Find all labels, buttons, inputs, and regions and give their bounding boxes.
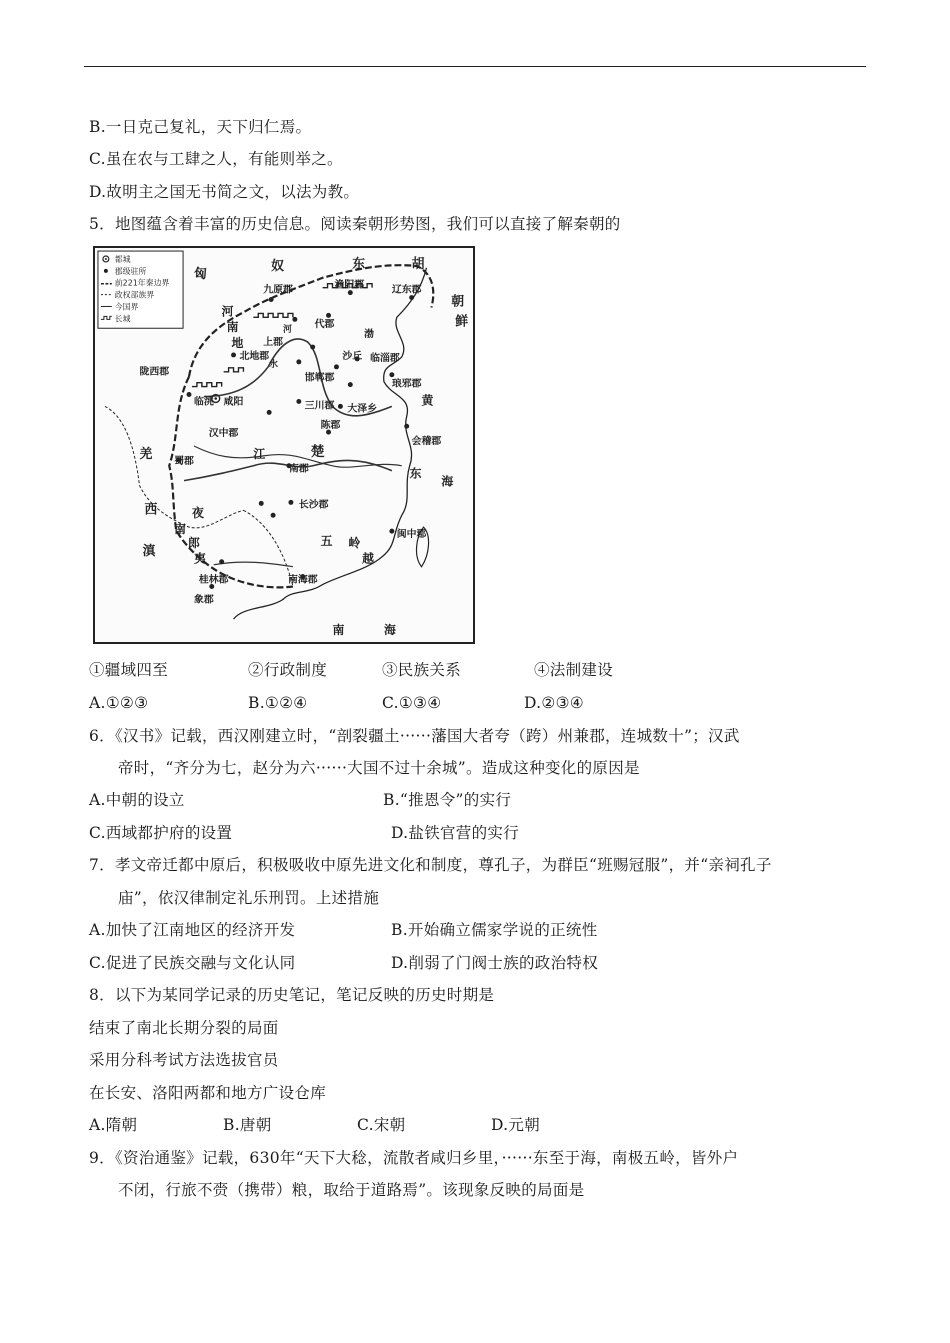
map-label: 陇西郡 — [139, 366, 170, 378]
map-label: 象郡 — [193, 594, 214, 606]
map-label: 西 — [144, 502, 158, 518]
map-label: 沙丘 — [342, 350, 363, 362]
map-label: 滇 — [142, 543, 156, 559]
map-label: 南海郡 — [287, 574, 318, 586]
q8-option-a: A.隋朝 — [89, 1116, 138, 1134]
map-label: 三川郡 — [304, 400, 335, 412]
legend-tribe-border: 政权部族界 — [114, 290, 155, 300]
question-6-line-1: 6．《汉书》记载，西汉刚建立时，“剖裂疆土······藩国大者夸（跨）州兼郡，连城数十”；汉武 — [89, 727, 740, 745]
map-label: 南 — [226, 320, 239, 335]
q7-option-a: A.加快了江南地区的经济开发 — [89, 921, 296, 939]
qin-dynasty-map — [93, 246, 475, 644]
map-label: 楚 — [310, 443, 325, 460]
map-label: 临淄郡 — [370, 352, 400, 364]
option-b-prev: B.一日克己复礼，天下归仁焉。 — [89, 118, 312, 136]
map-label: 南郡 — [288, 463, 309, 475]
map-label: 陈郡 — [320, 420, 341, 432]
q7-option-d: D.削弱了门阀士族的政治特权 — [391, 954, 599, 972]
q5-option-d: D.②③④ — [524, 694, 584, 712]
q8-note-2: 采用分科考试方法选拔官员 — [89, 1051, 279, 1069]
map-label: 代郡 — [314, 319, 335, 331]
q6-option-d: D.盐铁官营的实行 — [391, 824, 520, 842]
legend-great-wall: 长城 — [114, 314, 131, 324]
map-label: 琅邪郡 — [391, 378, 422, 390]
map-label: 咸阳 — [223, 396, 244, 408]
map-label: 会稽郡 — [411, 436, 442, 448]
map-label: 邯郸郡 — [304, 372, 335, 384]
q8-option-c: C.宋朝 — [357, 1116, 406, 1134]
map-label: 东 — [409, 466, 422, 481]
question-6-line-2: 帝时，“齐分为七，赵分为六······大国不过十余城”。造成这种变化的原因是 — [118, 759, 640, 777]
q8-note-1: 结束了南北长期分裂的局面 — [89, 1019, 279, 1037]
map-label: 鲜 — [455, 314, 469, 330]
map-label: 朝 — [451, 294, 465, 310]
q5-item-1: ①疆域四至 — [89, 661, 169, 679]
map-label: 东 — [352, 256, 366, 272]
q5-item-2: ②行政制度 — [248, 661, 328, 679]
q8-option-b: B.唐朝 — [223, 1116, 272, 1134]
option-c-prev: C.虽在农与工肆之人，有能则举之。 — [89, 150, 343, 168]
question-5-stem: 5．地图蕴含着丰富的历史信息。阅读秦朝形势图，我们可以直接了解秦朝的 — [89, 215, 621, 233]
q5-option-b: B.①②④ — [248, 694, 308, 712]
map-label: 九原郡 — [263, 284, 293, 296]
map-label: 五 — [320, 533, 333, 548]
q8-note-3: 在长安、洛阳两都和地方广设仓库 — [89, 1084, 327, 1102]
q5-option-a: A.①②③ — [89, 694, 149, 712]
map-label: 夷 — [193, 551, 206, 566]
map-label: 临洮 — [193, 396, 214, 408]
map-label: 越 — [362, 551, 375, 566]
map-label: 汉中郡 — [208, 428, 239, 440]
map-label: 郎 — [188, 535, 200, 550]
legend-qin-border: 前221年秦边界 — [114, 278, 170, 288]
question-7-line-1: 7．孝文帝迁都中原后，积极吸收中原先进文化和制度，尊孔子，为群臣“班赐冠服”，并“亲祠孔子 — [89, 856, 772, 874]
question-8-stem: 8．以下为某同学记录的历史笔记，笔记反映的历史时期是 — [89, 986, 495, 1004]
map-label: 长沙郡 — [298, 499, 329, 511]
map-label: 南 — [332, 623, 345, 637]
map-label: 闽中郡 — [396, 529, 427, 541]
map-label: 辽东郡 — [391, 284, 422, 296]
question-7-line-2: 庙”，依汉律制定礼乐刑罚。上述措施 — [118, 889, 380, 907]
legend-prefecture: 郡级驻所 — [114, 266, 147, 276]
map-label: 奴 — [271, 258, 284, 274]
question-9-line-2: 不闭，行旅不赍（携带）粮，取给于道路焉”。该现象反映的局面是 — [118, 1181, 585, 1199]
q7-option-c: C.促进了民族交融与文化认同 — [89, 954, 296, 972]
q5-option-c: C.①③④ — [382, 694, 442, 712]
map-label: 渤 — [364, 329, 375, 341]
q6-option-a: A.中朝的设立 — [89, 791, 185, 809]
question-9-line-1: 9．《资治通鉴》记载，630年“天下大稔，流散者咸归乡里，······东至于海，南极五岭，皆外户 — [89, 1149, 739, 1167]
map-label: 水 — [269, 359, 279, 370]
q7-option-b: B.开始确立儒家学说的正统性 — [391, 921, 598, 939]
map-label: 海 — [383, 623, 396, 637]
map-label: 蜀郡 — [174, 455, 194, 467]
map-label: 岭 — [348, 535, 361, 550]
map-label: 羌 — [139, 446, 153, 462]
q5-item-3: ③民族关系 — [382, 661, 462, 679]
map-label: 大泽乡 — [347, 403, 377, 415]
map-label: 上郡 — [263, 337, 283, 349]
legend-modern-border: 今国界 — [114, 302, 139, 312]
map-label: 海 — [441, 474, 454, 489]
q8-option-d: D.元朝 — [491, 1116, 541, 1134]
q5-item-4: ④法制建设 — [534, 661, 614, 679]
map-label: 胡 — [411, 256, 425, 272]
q6-option-c: C.西域都护府的设置 — [89, 824, 233, 842]
header-rule — [84, 66, 866, 67]
map-label: 黄 — [421, 393, 434, 408]
map-label: 桂林郡 — [198, 574, 229, 586]
map-label: 北地郡 — [239, 350, 270, 362]
map-label: 匈 — [193, 266, 207, 282]
map-label: 地 — [231, 336, 244, 351]
map-label: 夜 — [191, 506, 204, 521]
map-label: 南 — [174, 522, 187, 537]
map-label: 江 — [253, 446, 266, 461]
option-d-prev: D.故明主之国无书简之文，以法为教。 — [89, 183, 360, 201]
map-label: 河 — [283, 325, 292, 336]
q6-option-b: B.“推恩令”的实行 — [383, 791, 512, 809]
legend-capital: 都城 — [114, 254, 131, 264]
map-label: 河 — [221, 304, 234, 319]
map-label: 渔阳郡 — [334, 279, 365, 291]
